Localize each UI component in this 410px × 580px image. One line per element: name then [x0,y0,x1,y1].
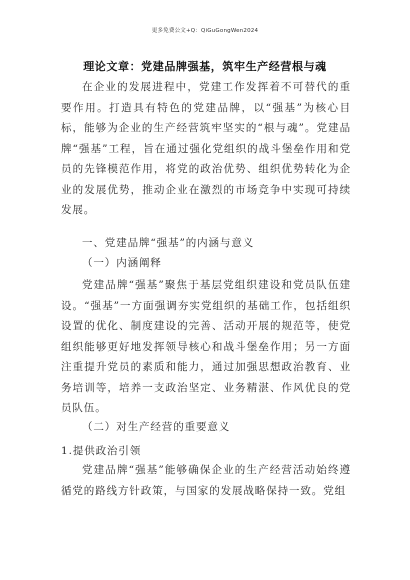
section-heading-1: 一、党建品牌“强基”的内涵与意义 [82,237,255,249]
subsection-paragraph-1: 党建品牌“强基”聚焦于基层党组织建设和党员队伍建设。“强基”一方面强调夯实党组织的基础工作，包括组织设置的优化、制度建设的完善、活动开展的规范等，使党组织能够更好地发挥领导核心和战斗堡垒作用；另一方面注重提升党员的素质和能力，通过加强思想政治教育、业务培训等，培养一支政治坚定、业务精湛、作风优良的党员队伍。 [61,279,351,414]
subsection-heading-2: （二）对生产经营的重要意义 [82,421,231,433]
header-note: 更多免费公文+Q：QiGuGongWen2024 [151,28,259,34]
item-paragraph-1: 党建品牌“强基”能够确保企业的生产经营活动始终遵循党的路线方针政策，与国家的发展战略保持一致。党组 [61,464,351,497]
item-heading-1: 1.提供政治引领 [61,445,142,457]
intro-paragraph: 在企业的发展进程中，党建工作发挥着不可替代的重要作用。打造具有特色的党建品牌，以“强基”为核心目标，能够为企业的生产经营筑牢坚实的“根与魂”。党建品牌“强基”工程，旨在通过强化党组织的战斗堡垒作用和党员的先锋模范作用，将党的政治优势、组织优势转化为企业的发展优势，推动企业在激烈的市场竞争中实现可持续发展。 [61,81,351,216]
subsection-heading-1: （一）内涵阐释 [82,257,162,269]
document-title: 理论文章：党建品牌强基，筑牢生产经营根与魂 [83,60,327,73]
